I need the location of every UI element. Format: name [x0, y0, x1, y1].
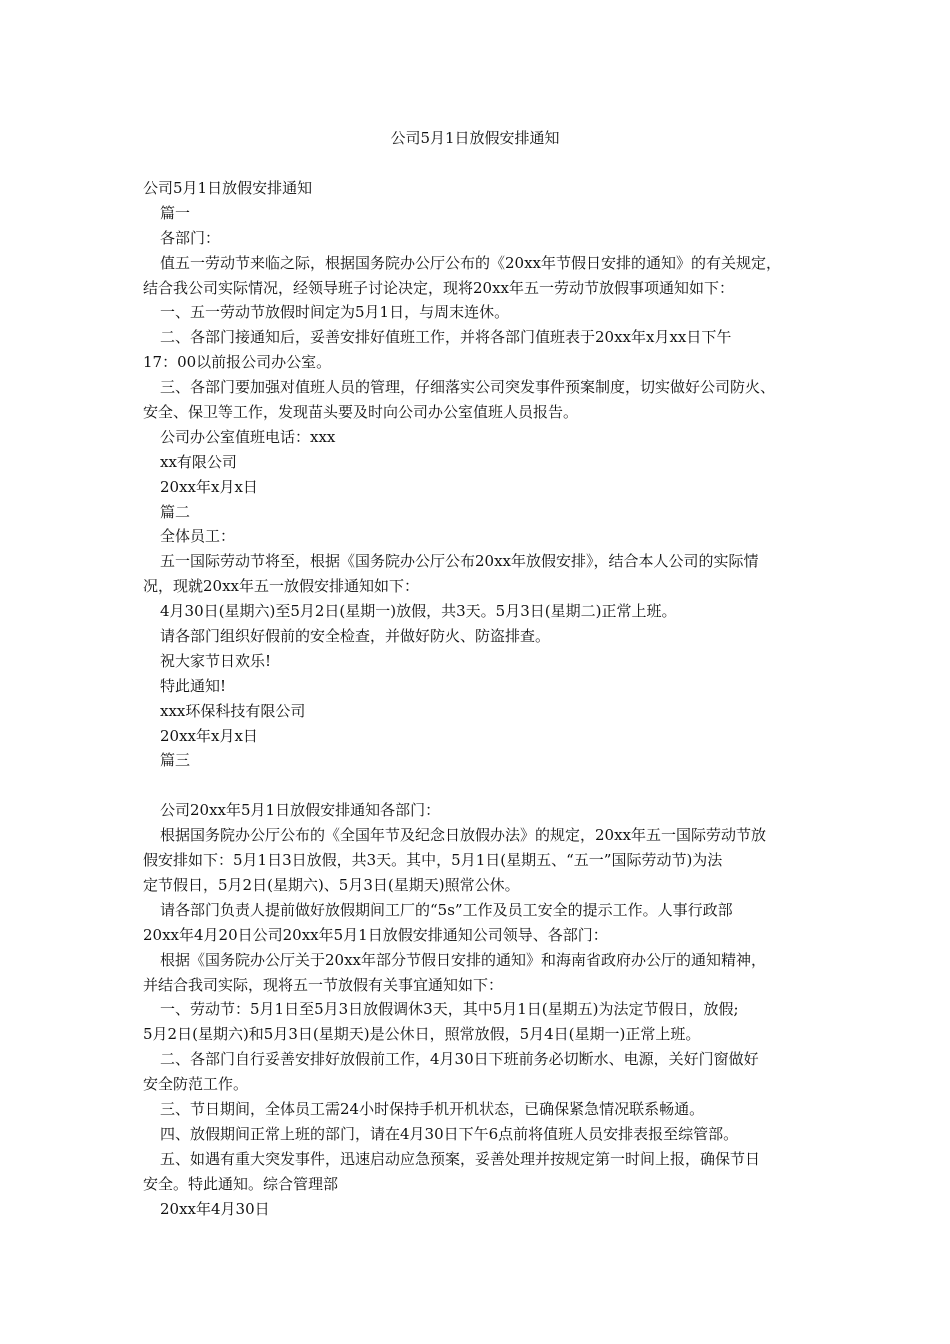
text-line: 4月30日(星期六)至5月2日(星期一)放假，共3天。5月3日(星期二)正常上班。: [160, 602, 677, 621]
document-title: 公司5月1日放假安排通知: [390, 129, 560, 147]
text-line: 公司5月1日放假安排通知: [143, 179, 313, 197]
text-line: 值五一劳动节来临之际，根据国务院办公厅公布的《20xx年节假日安排的通知》的有关规定，: [160, 253, 782, 272]
text-line: 篇三: [160, 751, 191, 770]
text-line: xx有限公司: [160, 452, 237, 471]
text-line: 篇二: [160, 502, 191, 521]
text-line: 请各部门负责人提前做好放假期间工厂的“5s”工作及员工安全的提示工作。人事行政部: [160, 900, 733, 919]
text-line: 公司办公室值班电话：xxx: [160, 427, 336, 446]
text-line: 根据国务院办公厅公布的《全国年节及纪念日放假办法》的规定，20xx年五一国际劳动节放: [160, 826, 767, 845]
text-line: 特此通知!: [160, 676, 227, 695]
text-line: 篇一: [160, 203, 191, 222]
text-line: 二、各部门自行妥善安排好放假前工作，4月30日下班前务必切断水、电源，关好门窗做好: [160, 1050, 759, 1069]
text-line: 20xx年x月x日: [160, 726, 258, 745]
text-line: 20xx年x月x日: [160, 477, 258, 496]
text-line: 定节假日，5月2日(星期六)、5月3日(星期天)照常公休。: [143, 875, 520, 894]
text-line: 一、五一劳动节放假时间定为5月1日，与周末连休。: [160, 303, 510, 322]
text-line: xxx环保科技有限公司: [160, 701, 306, 720]
text-line: 公司20xx年5月1日放假安排通知各部门：: [160, 801, 441, 820]
text-line: 况，现就20xx年五一放假安排通知如下：: [143, 577, 420, 596]
text-line: 请各部门组织好假前的安全检查，并做好防火、防盗排查。: [160, 627, 551, 646]
text-line: 安全、保卫等工作，发现苗头要及时向公司办公室值班人员报告。: [143, 403, 579, 422]
text-line: 各部门：: [160, 228, 221, 247]
text-line: 祝大家节日欢乐!: [160, 651, 272, 670]
text-line: 20xx年4月20日公司20xx年5月1日放假安排通知公司领导、各部门：: [143, 925, 608, 944]
text-line: 三、节日期间，全体员工需24小时保持手机开机状态，已确保紧急情况联系畅通。: [160, 1099, 705, 1118]
text-line: 假安排如下：5月1日3日放假，共3天。其中，5月1日(星期五、“五一”国际劳动节)为法: [143, 851, 723, 870]
text-line: 并结合我司实际，现将五一节放假有关事宜通知如下：: [143, 975, 504, 994]
text-line: 20xx年4月30日: [160, 1199, 270, 1218]
text-line: 三、各部门要加强对值班人员的管理，仔细落实公司突发事件预案制度，切实做好公司防火、: [160, 378, 776, 397]
text-line: 五一国际劳动节将至，根据《国务院办公厅公布20xx年放假安排》，结合本人公司的实际情: [160, 552, 759, 571]
text-line: 5月2日(星期六)和5月3日(星期天)是公休日，照常放假，5月4日(星期一)正常上班。: [143, 1025, 701, 1044]
text-line: [143, 773, 823, 798]
text-line: 五、如遇有重大突发事件，迅速启动应急预案，妥善处理并按规定第一时间上报，确保节日: [160, 1149, 761, 1168]
text-line: 四、放假期间正常上班的部门，请在4月30日下午6点前将值班人员安排表报至综管部。: [160, 1124, 739, 1143]
document-body: [143, 176, 823, 1221]
text-line: 二、各部门接通知后，妥善安排好值班工作，并将各部门值班表于20xx年x月xx日下午: [160, 328, 732, 347]
text-line: 17：00以前报公司办公室。: [143, 353, 332, 372]
text-line: 安全。特此通知。综合管理部: [143, 1174, 339, 1193]
text-line: 结合我公司实际情况，经领导班子讨论决定，现将20xx年五一劳动节放假事项通知如下：: [143, 278, 735, 297]
text-line: 一、劳动节：5月1日至5月3日放假调休3天，其中5月1日(星期五)为法定节假日，放假;: [160, 1000, 739, 1019]
text-line: 全体员工：: [160, 527, 236, 546]
text-line: 根据《国务院办公厅关于20xx年部分节假日安排的通知》和海南省政府办公厅的通知精神，: [160, 950, 767, 969]
text-line: 安全防范工作。: [143, 1075, 249, 1094]
